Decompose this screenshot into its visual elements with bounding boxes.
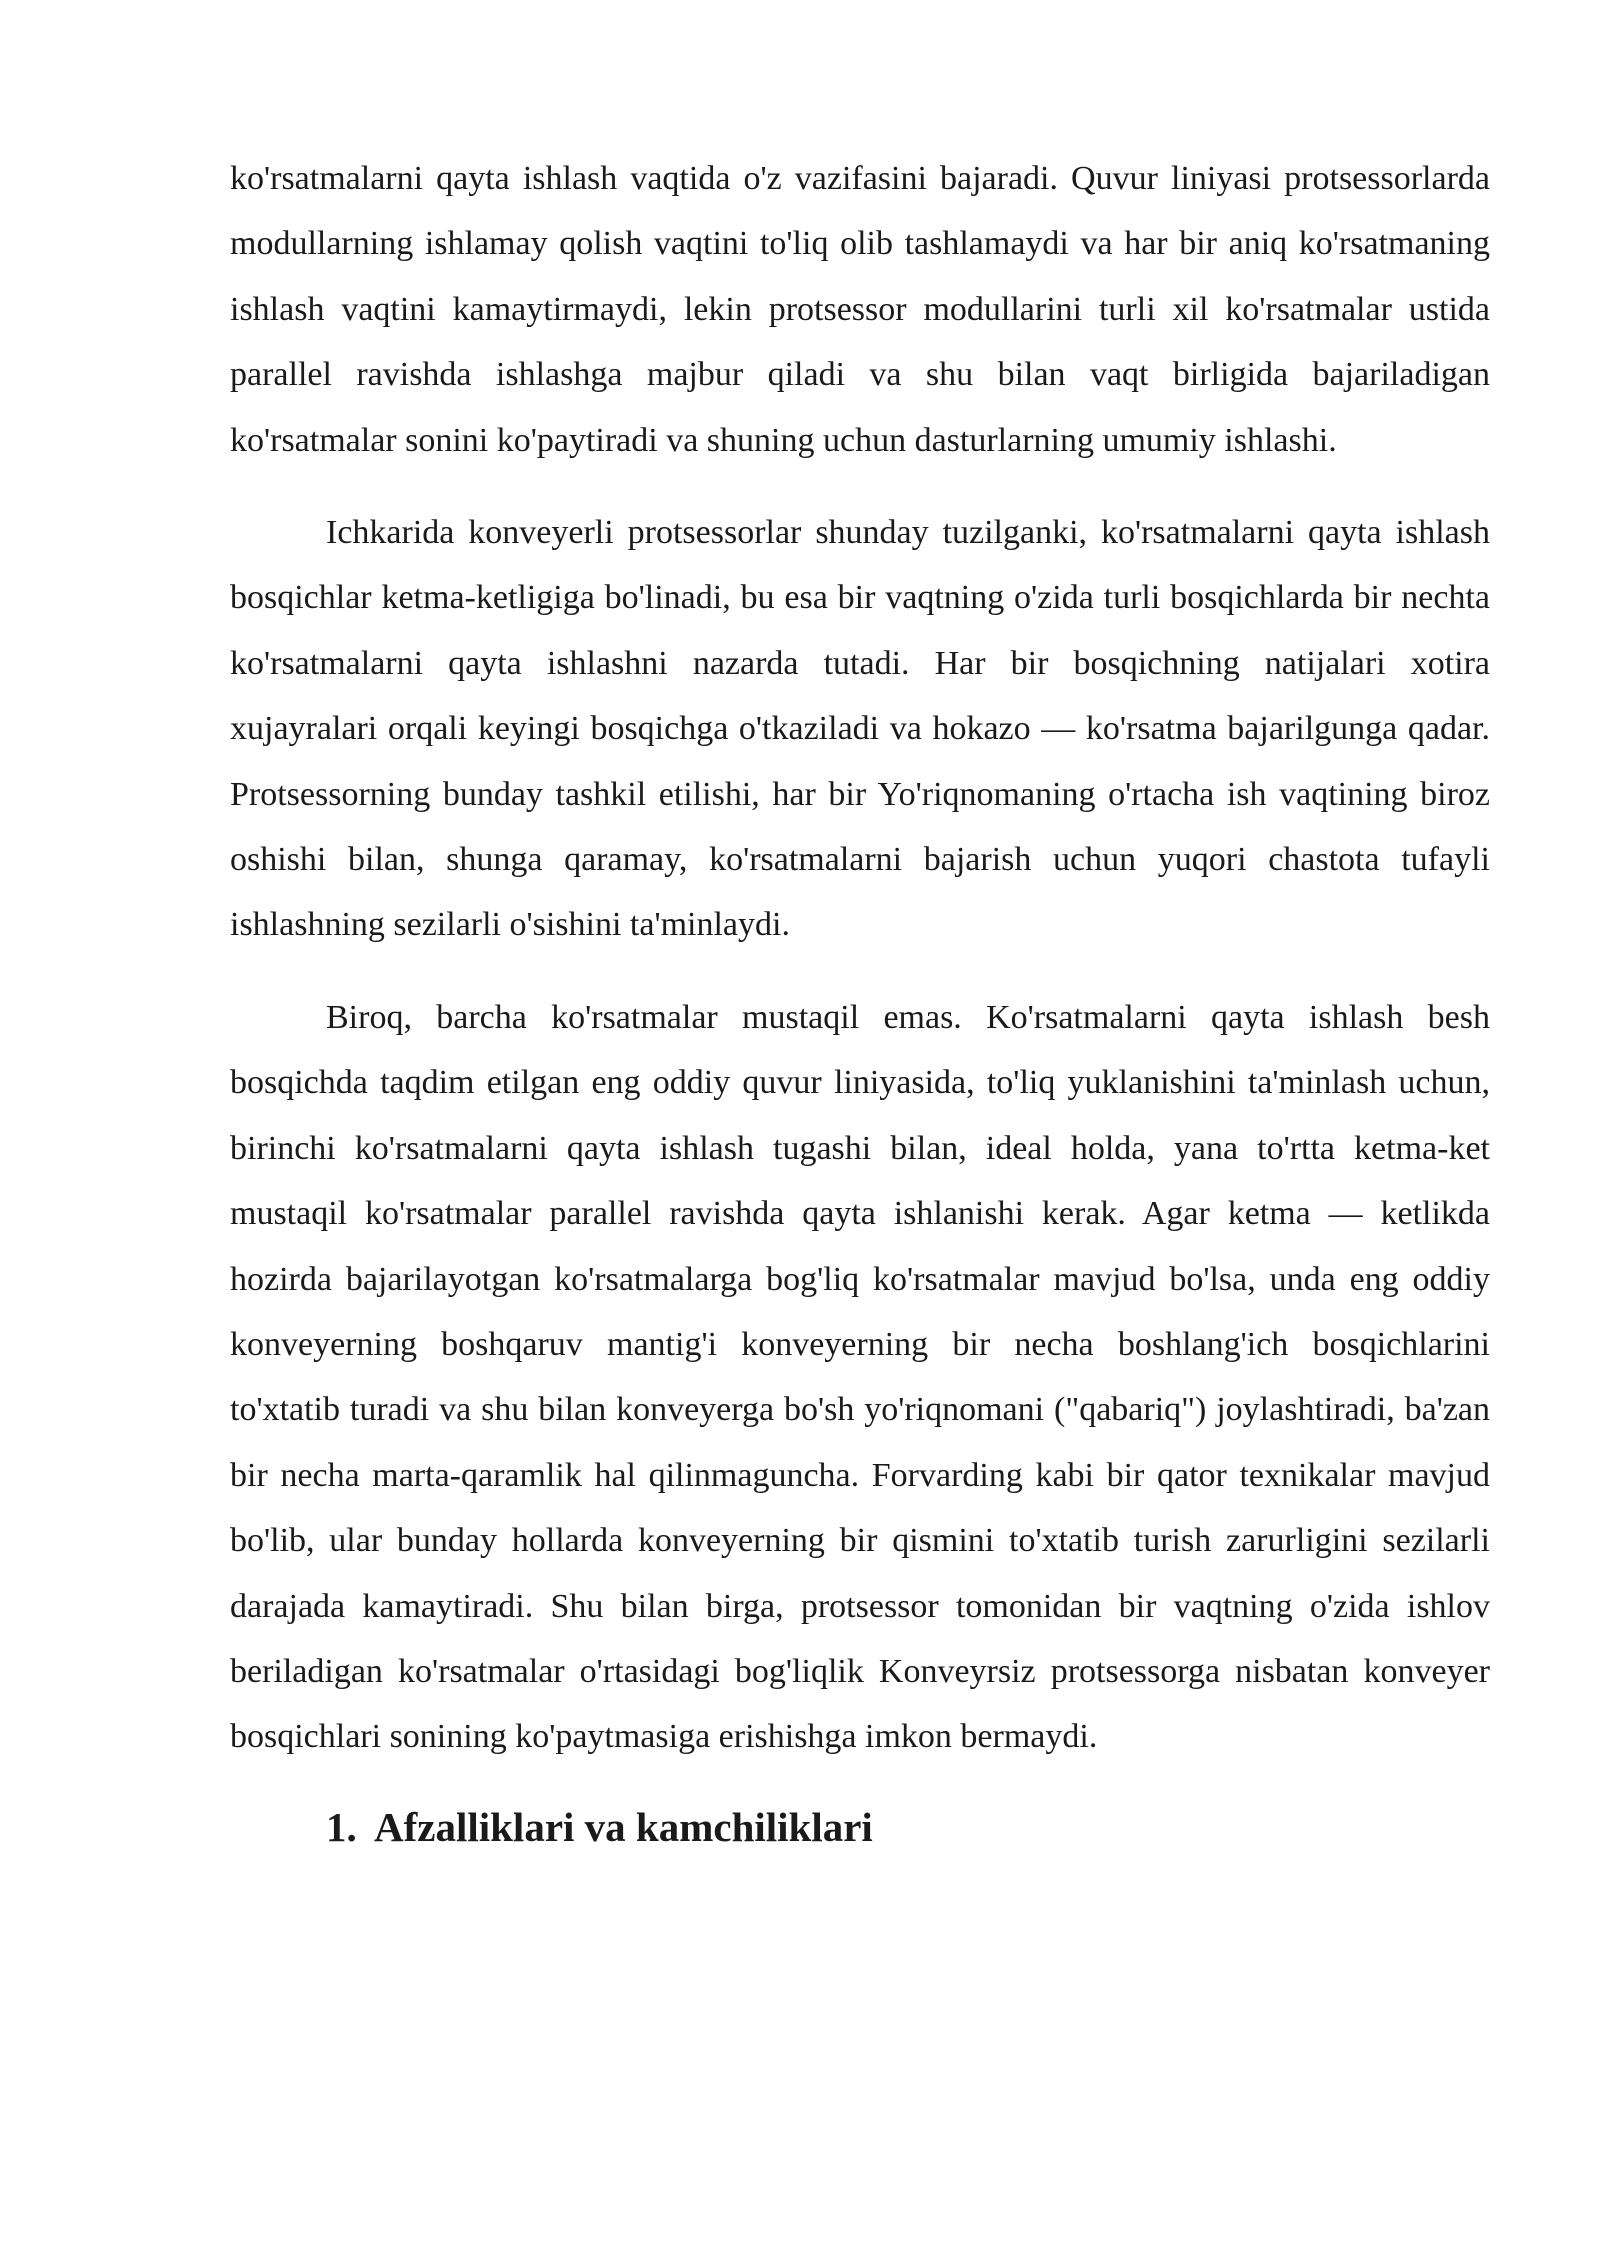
paragraph-3: Biroq, barcha ko'rsatmalar mustaqil emas. Ko'rsatmalarni qayta ishlash besh bosqichda taqdim etilgan eng oddiy quvur liniyasida, to'liq yuklanishini ta'minlash uchun, birinchi ko'rsatmalarni qayta ishlash tugashi bilan, ideal holda, yana to'rtta ketma-ket mustaqil ko'rsatmalar parallel ravishda qayta ishlanishi kerak. Agar ketma — ketlikda hozirda bajarilayotgan ko'rsatmalarga bog'liq ko'rsatmalar mavjud bo'lsa, unda eng oddiy konveyerning boshqaruv mantig'i konveyerning bir necha boshlang'ich bosqichlarini to'xtatib turadi va shu bilan konveyerga bo'sh yo'riqnomani ("qabariq") joylashtiradi, ba'zan bir necha marta-qaramlik hal qilinmaguncha. Forvarding kabi bir qator texnikalar mavjud bo'lib, ular bunday hollarda konveyerning bir qismini to'xtatib turish zarurligini sezilarli darajada kamaytiradi. Shu bilan birga, protsessor tomonidan bir vaqtning o'zida ishlov beriladigan ko'rsatmalar o'rtasidagi bog'liqlik Konveyrsiz protsessorga nisbatan konveyer bosqichlari sonining ko'paytmasiga erishishga imkon bermaydi. [230,998,1490,1756]
section-heading [326,1797,1490,1857]
document-body [230,146,1490,1857]
paragraph-1: ko'rsatmalarni qayta ishlash vaqtida o'z vazifasini bajaradi. Quvur liniyasi protsessorlarda modullarning ishlamay qolish vaqtini to'liq olib tashlamaydi va har bir aniq ko'rsatmaning ishlash vaqtini kamaytirmaydi, lekin protsessor modullarini turli xil ko'rsatmalar ustida parallel ravishda ishlashga majbur qiladi va shu bilan vaqt birligida bajariladigan ko'rsatmalar sonini ko'paytiradi va shuning uchun dasturlarning umumiy ishlashi. [230,160,1490,459]
section-title: Afzalliklari va kamchiliklari [374,1803,873,1850]
paragraph-2: Ichkarida konveyerli protsessorlar shunday tuzilganki, ko'rsatmalarni qayta ishlash bosqichlar ketma-ketligiga bo'linadi, bu esa bir vaqtning o'zida turli bosqichlarda bir nechta ko'rsatmalarni qayta ishlashni nazarda tutadi. Har bir bosqichning natijalari xotira xujayralari orqali keyingi bosqichga o'tkaziladi va hokazo — ko'rsatma bajarilgunga qadar. Protsessorning bunday tashkil etilishi, har bir Yo'riqnomaning o'rtacha ish vaqtining biroz oshishi bilan, shunga qaramay, ko'rsatmalarni bajarish uchun yuqori chastota tufayli ishlashning sezilarli o'sishini ta'minlaydi. [230,514,1490,944]
section-number: 1. [326,1803,357,1850]
